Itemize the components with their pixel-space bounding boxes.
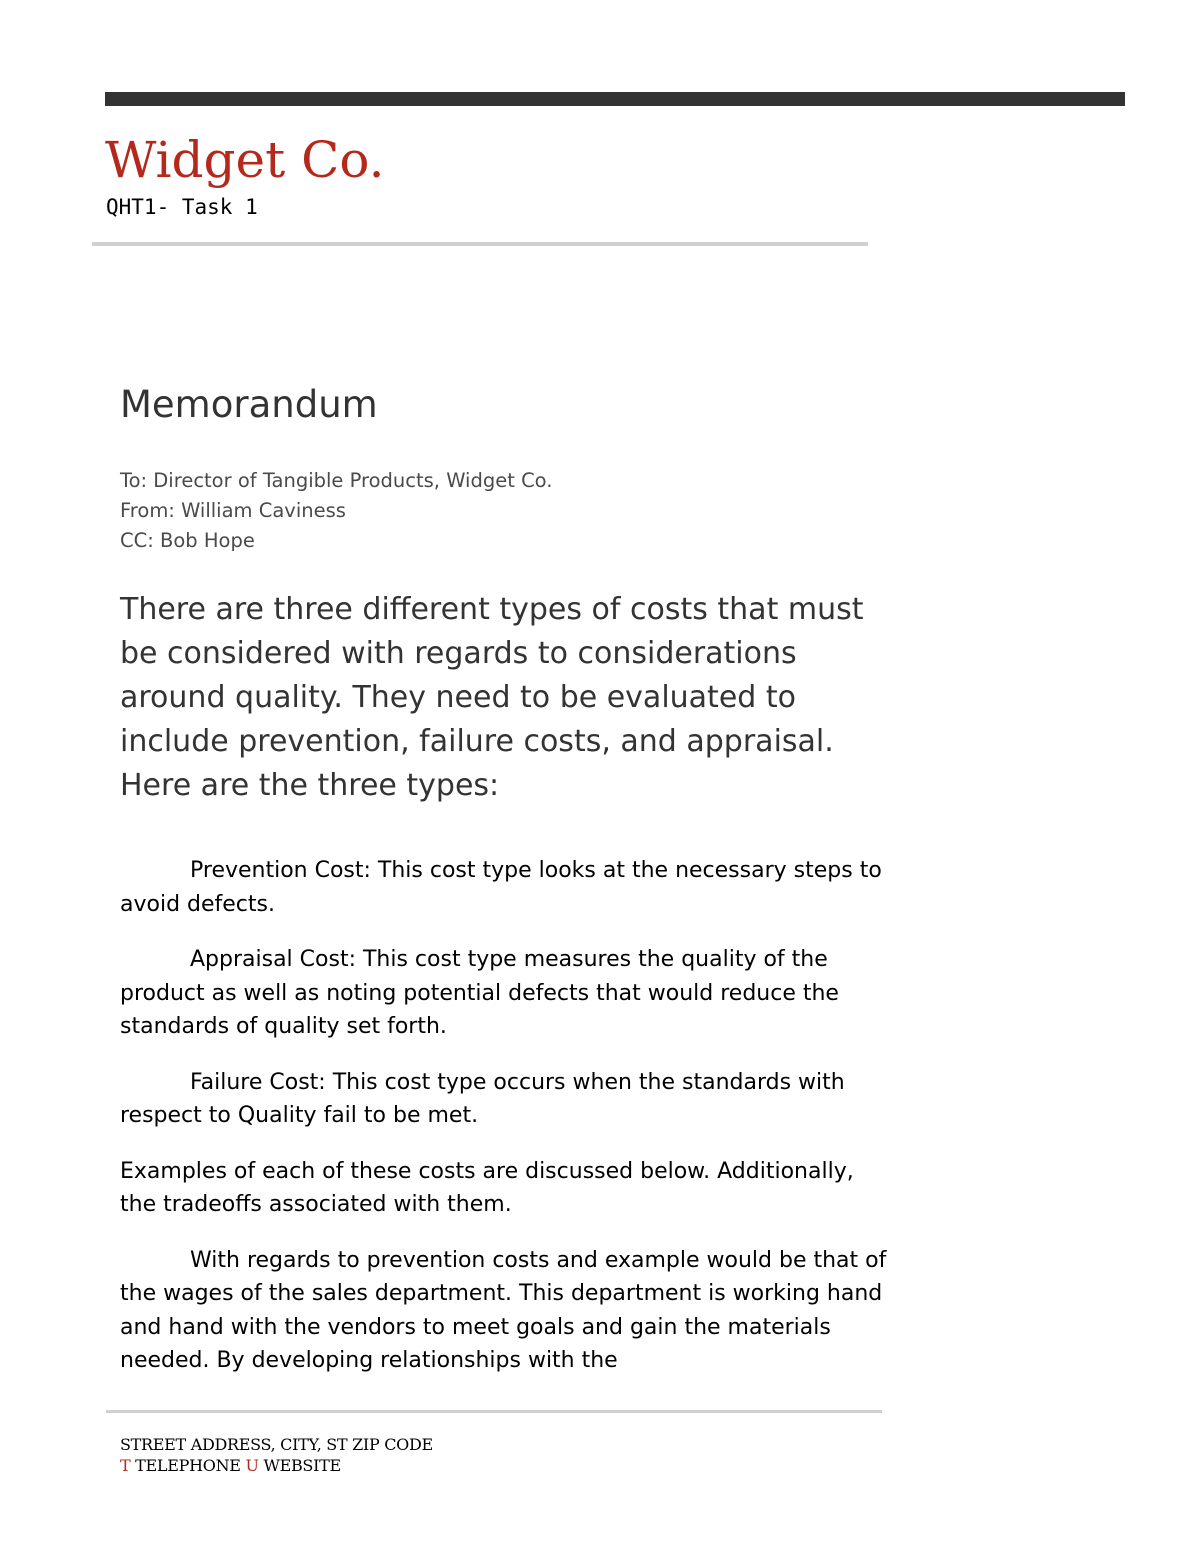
paragraph-prevention-example: With regards to prevention costs and example would be that of the wages of the sales department. This department is working hand and hand with the vendors to meet goals and gain the materials needed. By developing relationships with the (120, 1247, 887, 1373)
document-subtitle: QHT1- Task 1 (106, 195, 258, 219)
memo-cc: CC: Bob Hope (120, 529, 255, 552)
company-name: Widget Co. (105, 131, 385, 189)
paragraph-failure-cost: Failure Cost: This cost type occurs when the standards with respect to Quality fail to be met. (120, 1069, 845, 1128)
paragraph-appraisal-cost: Appraisal Cost: This cost type measures the quality of the product as well as noting potential defects that would reduce the standards of quality set forth. (120, 947, 839, 1039)
memo-from: From: William Caviness (120, 499, 346, 522)
footer-address: STREET ADDRESS, CITY, ST ZIP CODE (120, 1435, 433, 1454)
telephone-marker: T (120, 1456, 131, 1475)
memo-body (120, 854, 890, 1400)
memo-title: Memorandum (120, 383, 378, 426)
footer-contact (120, 1455, 433, 1476)
website-marker: U (245, 1456, 259, 1475)
paragraph-prevention-cost: Prevention Cost: This cost type looks at the necessary steps to avoid defects. (120, 858, 882, 917)
header-divider (92, 242, 868, 246)
header-top-bar (105, 92, 1125, 106)
footer-website: WEBSITE (263, 1456, 341, 1475)
footer (120, 1434, 433, 1476)
memo-intro: There are three different types of costs that must be considered with regards to considerations around quality. They need to be evaluated to include prevention, failure costs, and appraisal. Here are the three types: (120, 592, 864, 803)
footer-divider (106, 1410, 882, 1413)
memo-meta (120, 466, 552, 556)
paragraph-examples: Examples of each of these costs are discussed below. Additionally, the tradeoffs associated with them. (120, 1158, 854, 1217)
footer-telephone: TELEPHONE (135, 1456, 241, 1475)
memo-to: To: Director of Tangible Products, Widget Co. (120, 469, 553, 492)
